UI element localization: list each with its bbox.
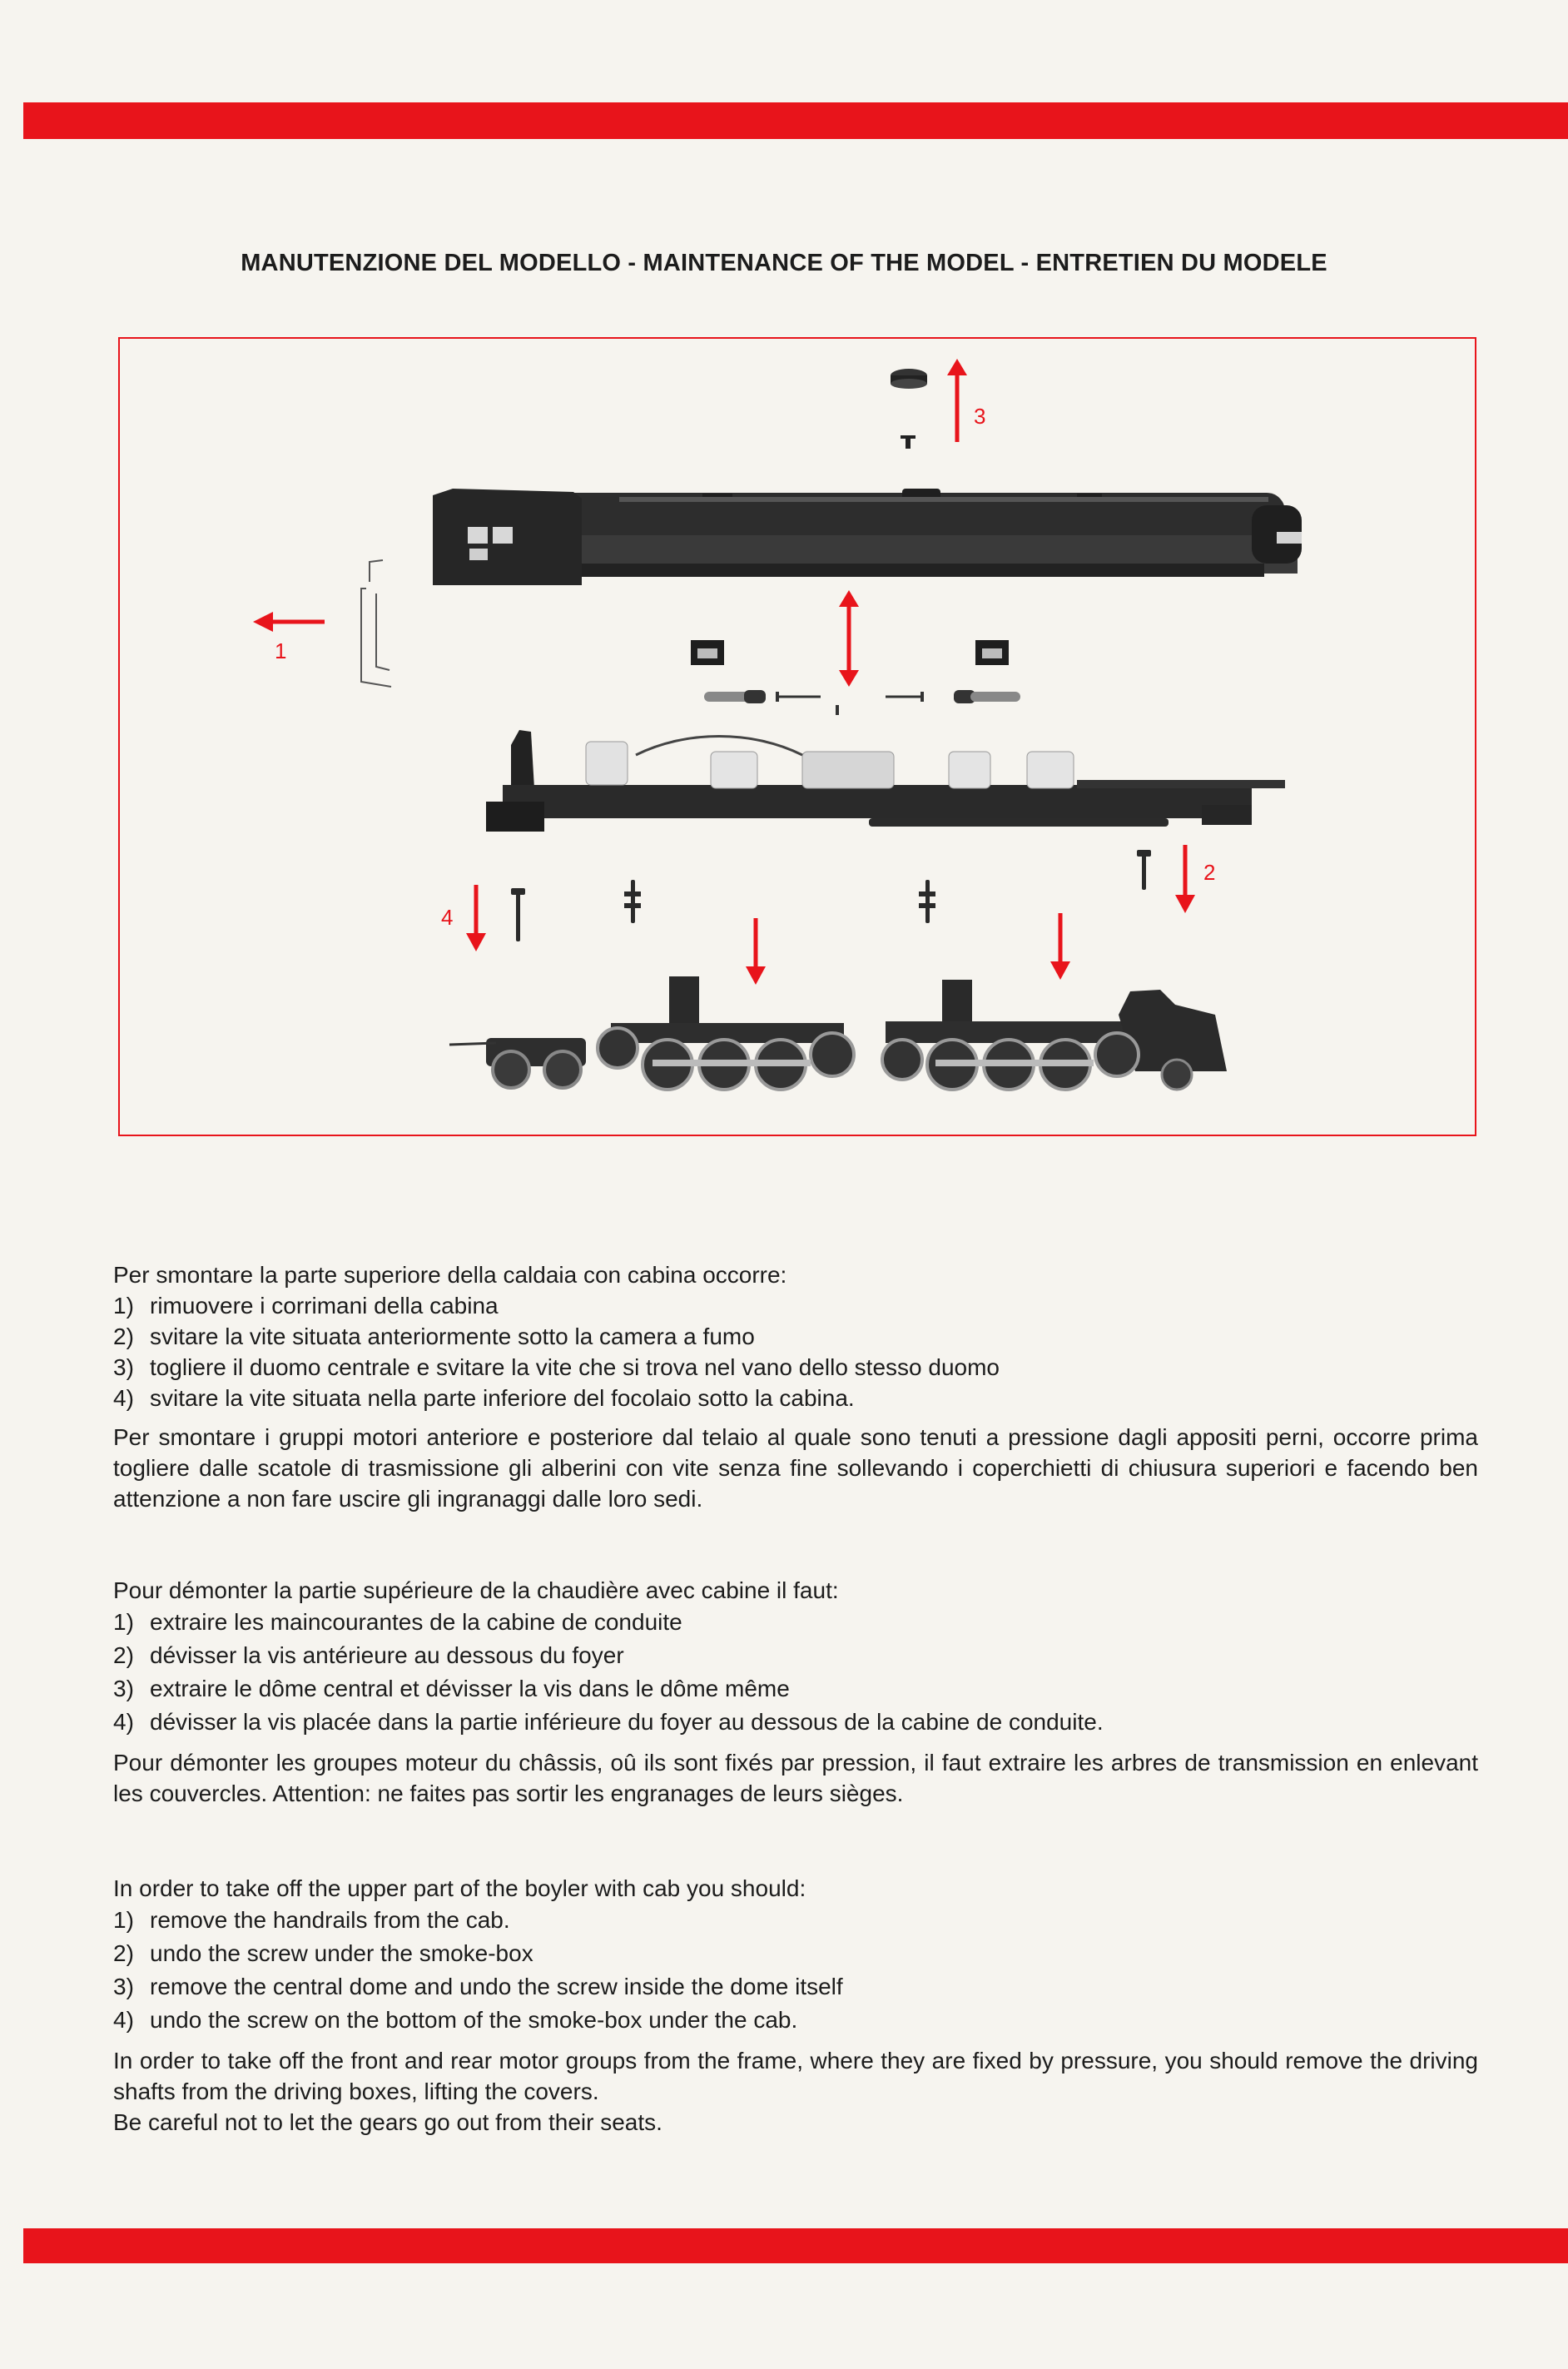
chassis-with-motor — [486, 730, 1285, 832]
callout-1: 1 — [275, 638, 287, 663]
cab-handrails — [361, 560, 391, 687]
french-step: 1) extraire les maincourantes de la cabine de conduite — [113, 1609, 682, 1635]
french-note: Pour démonter les groupes moteur du châssis, oû ils sont fixés par pression, il faut extraire les arbres de transmission en enlevant les couvercles. Attention: ne faites pas sortir les engranages de leurs sièges. — [113, 1750, 1478, 1806]
callout-4: 4 — [441, 905, 454, 930]
english-step: 2) undo the screw under the smoke-box — [113, 1940, 533, 1966]
small-parts — [691, 640, 1020, 715]
english-note: In order to take off the front and rear motor groups from the frame, where they are fixed by pressure, you should remove the driving shafts from the driving boxes, lifting the covers. — [113, 2048, 1478, 2104]
callout-3: 3 — [974, 404, 986, 429]
italian-note: Per smontare i gruppi motori anteriore e posteriore dal telaio al quale sono tenuti a pressione dagli appositi perni, occorre prima togliere dalle scatole di trasmissione gli alberini con vite senza fine sollevando i coperchietti di chiusura superiori e facendo ben attenzione a non fare uscire gli ingranaggi dalle loro sedi. — [113, 1424, 1478, 1512]
italian-step: 1) rimuovere i corrimani della cabina — [113, 1293, 499, 1319]
rear-motor-group — [882, 980, 1227, 1090]
english-step: 4) undo the screw on the bottom of the smoke-box under the cab. — [113, 2007, 798, 2033]
french-intro: Pour démonter la partie supérieure de la chaudière avec cabine il faut: — [113, 1577, 839, 1603]
callout-2: 2 — [1203, 860, 1216, 885]
dome-part — [891, 369, 927, 449]
top-red-band — [23, 102, 1568, 139]
french-step: 4) dévisser la vis placée dans la partie inférieure du foyer au dessous de la cabine de conduite. — [113, 1709, 1104, 1735]
boiler-with-cab — [433, 489, 1302, 585]
english-step: 3) remove the central dome and undo the screw inside the dome itself — [113, 1974, 843, 1999]
exploded-view-drawing — [120, 339, 1476, 1136]
english-steps — [113, 1904, 1478, 2037]
front-motor-group — [449, 976, 854, 1090]
italian-step: 3) togliere il duomo centrale e svitare la vite che si trova nel vano dello stesso duomo — [113, 1354, 1000, 1380]
french-step: 2) dévisser la vis antérieure au dessous du foyer — [113, 1642, 624, 1668]
page-title: MANUTENZIONE DEL MODELLO - MAINTENANCE OF THE MODEL - ENTRETIEN DU MODELE — [241, 250, 1327, 276]
english-instructions — [113, 1873, 1478, 2138]
italian-step: 4) svitare la vite situata nella parte inferiore del focolaio sotto la cabina. — [113, 1385, 855, 1411]
bottom-red-band — [23, 2228, 1568, 2263]
italian-step: 2) svitare la vite situata anteriormente sotto la camera a fumo — [113, 1324, 755, 1349]
english-note-2: Be careful not to let the gears go out from their seats. — [113, 2109, 662, 2135]
exploded-view-figure — [118, 337, 1476, 1136]
red-arrows — [253, 359, 1195, 985]
italian-intro: Per smontare la parte superiore della caldaia con cabina occorre: — [113, 1262, 787, 1288]
english-intro: In order to take off the upper part of the boyler with cab you should: — [113, 1875, 806, 1901]
english-step: 1) remove the handrails from the cab. — [113, 1907, 510, 1933]
french-instructions — [113, 1575, 1478, 1809]
screws — [511, 850, 1151, 941]
italian-steps — [113, 1290, 1478, 1413]
french-steps — [113, 1606, 1478, 1739]
french-step: 3) extraire le dôme central et dévisser la vis dans le dôme même — [113, 1676, 790, 1701]
italian-instructions — [113, 1259, 1478, 1514]
